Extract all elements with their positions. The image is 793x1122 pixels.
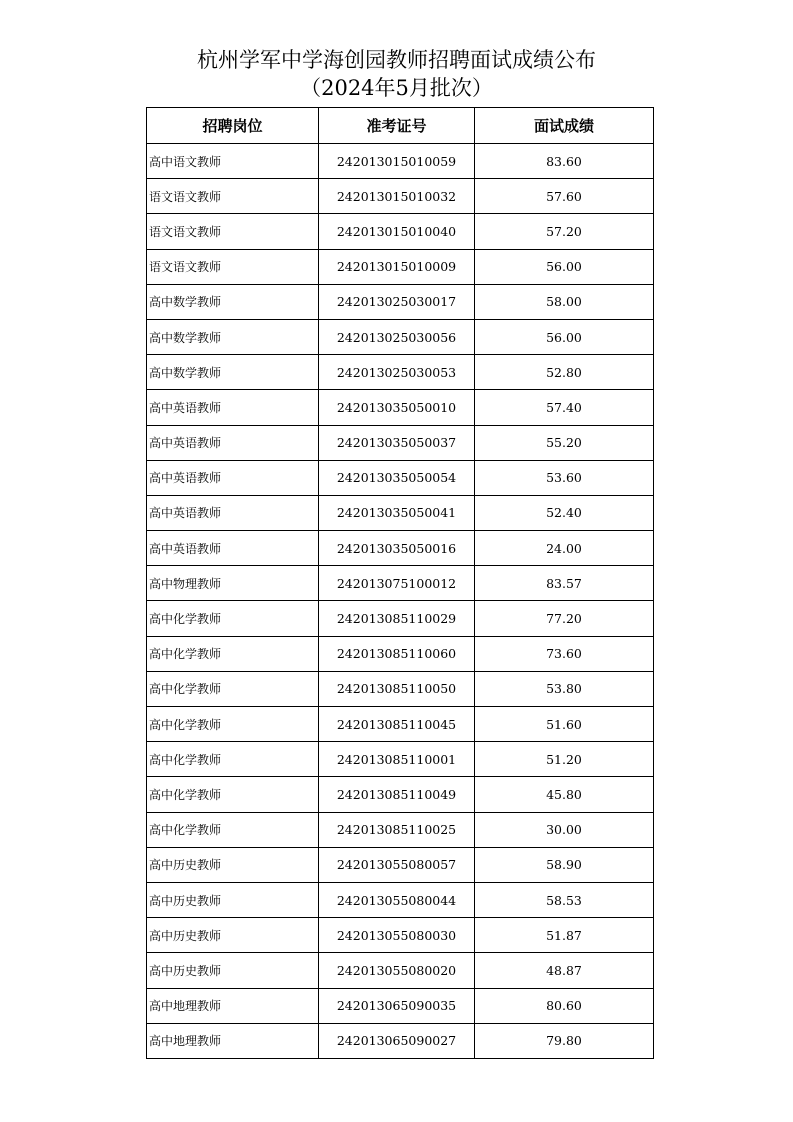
position-cell: 高中英语教师	[147, 495, 319, 530]
exam-number-cell: 242013075100012	[319, 566, 475, 601]
score-cell: 53.60	[475, 460, 654, 495]
score-cell: 53.80	[475, 671, 654, 706]
position-cell: 高中英语教师	[147, 425, 319, 460]
exam-number-cell: 242013035050037	[319, 425, 475, 460]
header-position: 招聘岗位	[147, 108, 319, 144]
table-row	[147, 319, 654, 354]
exam-number-cell: 242013085110025	[319, 812, 475, 847]
table-row	[147, 390, 654, 425]
header-interview-score: 面试成绩	[475, 108, 654, 144]
exam-number-cell: 242013035050016	[319, 531, 475, 566]
exam-number-cell: 242013085110001	[319, 742, 475, 777]
table-row	[147, 601, 654, 636]
score-cell: 24.00	[475, 531, 654, 566]
table-row	[147, 355, 654, 390]
score-cell: 79.80	[475, 1023, 654, 1058]
header-exam-number: 准考证号	[319, 108, 475, 144]
position-cell: 高中物理教师	[147, 566, 319, 601]
position-cell: 高中化学教师	[147, 777, 319, 812]
position-cell: 高中历史教师	[147, 847, 319, 882]
table-row	[147, 1023, 654, 1058]
score-cell: 58.00	[475, 284, 654, 319]
position-cell: 高中历史教师	[147, 918, 319, 953]
position-cell: 高中历史教师	[147, 953, 319, 988]
score-cell: 83.57	[475, 566, 654, 601]
score-cell: 58.53	[475, 882, 654, 917]
table-row	[147, 425, 654, 460]
table-row	[147, 953, 654, 988]
exam-number-cell: 242013085110049	[319, 777, 475, 812]
table-row	[147, 777, 654, 812]
table-row	[147, 988, 654, 1023]
exam-number-cell: 242013055080020	[319, 953, 475, 988]
results-table	[146, 107, 654, 1059]
score-cell: 80.60	[475, 988, 654, 1023]
score-cell: 57.60	[475, 179, 654, 214]
exam-number-cell: 242013085110060	[319, 636, 475, 671]
table-row	[147, 214, 654, 249]
exam-number-cell: 242013085110045	[319, 707, 475, 742]
score-cell: 52.40	[475, 495, 654, 530]
position-cell: 高中历史教师	[147, 882, 319, 917]
exam-number-cell: 242013065090035	[319, 988, 475, 1023]
table-header-row	[147, 108, 654, 144]
table-row	[147, 742, 654, 777]
table-row	[147, 249, 654, 284]
position-cell: 高中地理教师	[147, 988, 319, 1023]
score-cell: 56.00	[475, 249, 654, 284]
position-cell: 高中化学教师	[147, 671, 319, 706]
position-cell: 高中化学教师	[147, 707, 319, 742]
position-cell: 高中英语教师	[147, 390, 319, 425]
exam-number-cell: 242013085110029	[319, 601, 475, 636]
exam-number-cell: 242013015010009	[319, 249, 475, 284]
position-cell: 语文语文教师	[147, 214, 319, 249]
position-cell: 高中化学教师	[147, 601, 319, 636]
exam-number-cell: 242013015010059	[319, 144, 475, 179]
position-cell: 高中化学教师	[147, 812, 319, 847]
exam-number-cell: 242013035050041	[319, 495, 475, 530]
position-cell: 高中地理教师	[147, 1023, 319, 1058]
position-cell: 高中英语教师	[147, 531, 319, 566]
table-row	[147, 671, 654, 706]
position-cell: 高中数学教师	[147, 355, 319, 390]
page-title: 杭州学军中学海创园教师招聘面试成绩公布	[197, 48, 596, 72]
score-cell: 83.60	[475, 144, 654, 179]
score-cell: 52.80	[475, 355, 654, 390]
page-subtitle: （2024年5月批次）	[300, 76, 493, 100]
position-cell: 高中语文教师	[147, 144, 319, 179]
exam-number-cell: 242013015010032	[319, 179, 475, 214]
score-cell: 57.20	[475, 214, 654, 249]
table-row	[147, 144, 654, 179]
table-row	[147, 847, 654, 882]
score-cell: 55.20	[475, 425, 654, 460]
score-cell: 51.20	[475, 742, 654, 777]
score-cell: 48.87	[475, 953, 654, 988]
table-row	[147, 460, 654, 495]
table-row	[147, 284, 654, 319]
exam-number-cell: 242013015010040	[319, 214, 475, 249]
position-cell: 高中化学教师	[147, 636, 319, 671]
score-cell: 51.87	[475, 918, 654, 953]
exam-number-cell: 242013055080057	[319, 847, 475, 882]
table-row	[147, 882, 654, 917]
exam-number-cell: 242013055080044	[319, 882, 475, 917]
position-cell: 高中化学教师	[147, 742, 319, 777]
table-row	[147, 566, 654, 601]
exam-number-cell: 242013035050010	[319, 390, 475, 425]
exam-number-cell: 242013025030056	[319, 319, 475, 354]
score-cell: 56.00	[475, 319, 654, 354]
score-cell: 30.00	[475, 812, 654, 847]
exam-number-cell: 242013085110050	[319, 671, 475, 706]
score-cell: 73.60	[475, 636, 654, 671]
position-cell: 语文语文教师	[147, 179, 319, 214]
position-cell: 语文语文教师	[147, 249, 319, 284]
score-cell: 77.20	[475, 601, 654, 636]
score-cell: 45.80	[475, 777, 654, 812]
score-cell: 51.60	[475, 707, 654, 742]
exam-number-cell: 242013055080030	[319, 918, 475, 953]
exam-number-cell: 242013025030017	[319, 284, 475, 319]
table-row	[147, 812, 654, 847]
table-row	[147, 495, 654, 530]
exam-number-cell: 242013035050054	[319, 460, 475, 495]
table-row	[147, 707, 654, 742]
score-cell: 57.40	[475, 390, 654, 425]
table-row	[147, 531, 654, 566]
position-cell: 高中数学教师	[147, 319, 319, 354]
exam-number-cell: 242013025030053	[319, 355, 475, 390]
position-cell: 高中英语教师	[147, 460, 319, 495]
table-row	[147, 636, 654, 671]
table-row	[147, 179, 654, 214]
table-row	[147, 918, 654, 953]
score-cell: 58.90	[475, 847, 654, 882]
position-cell: 高中数学教师	[147, 284, 319, 319]
exam-number-cell: 242013065090027	[319, 1023, 475, 1058]
